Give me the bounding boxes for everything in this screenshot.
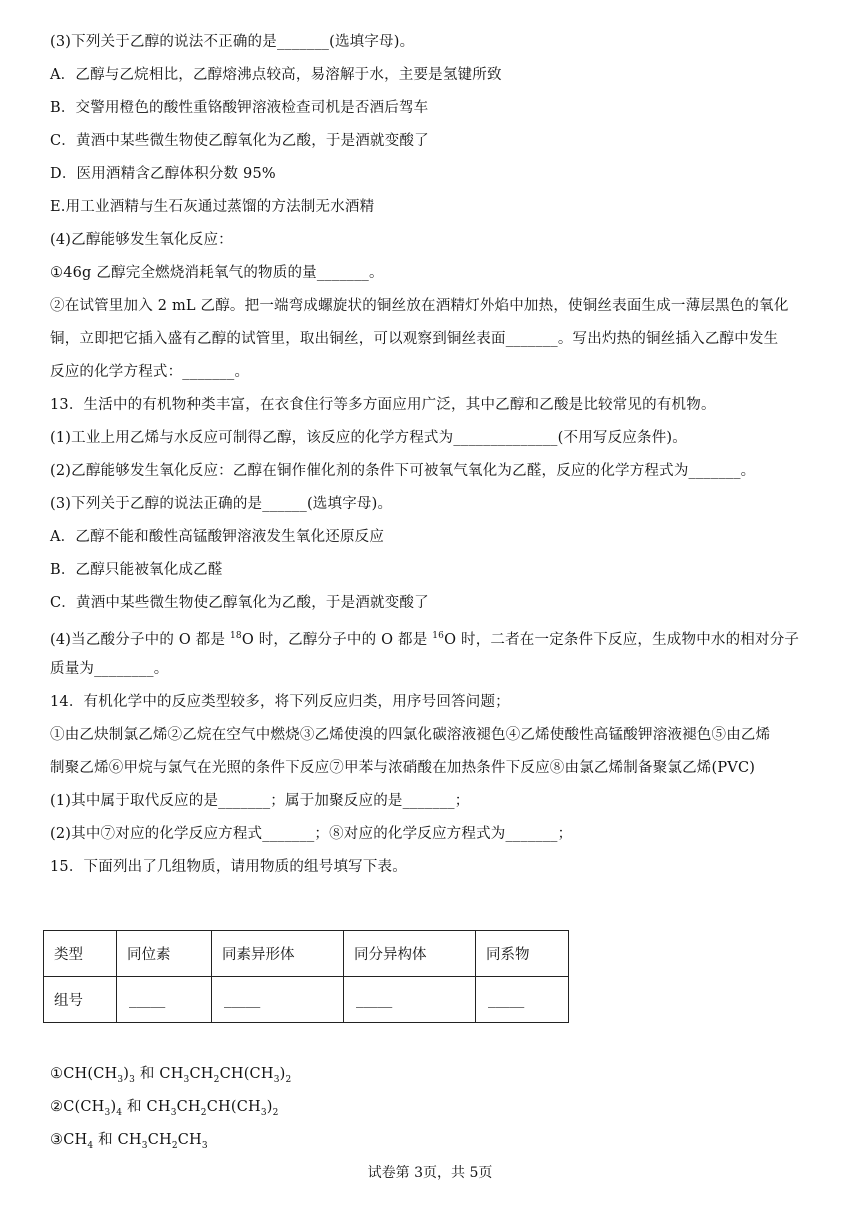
q13-3-stem: (3)下列关于乙醇的说法正确的是______(选填字母)。 <box>50 496 393 512</box>
answer-blank-isotope[interactable]: _____ <box>117 977 212 1023</box>
substance-group-2: $②C(CH_3)_4$ 和 $CH_3CH_2CH(CH_3)_2$ <box>50 1099 279 1118</box>
substance-group-1: $①CH(CH_3)_3$ 和 $CH_3CH_2CH(CH_3)_2$ <box>50 1066 292 1085</box>
q14-reactions-line1: ①由乙炔制氯乙烯②乙烷在空气中燃烧③乙烯使溴的四氯化碳溶液褪色④乙烯使酸性高锰酸钾溶液褪色⑤由乙烯 <box>50 727 771 743</box>
q12-3-option-d: D．医用酒精含乙醇体积分数 95% <box>50 166 276 182</box>
q13-4-line1: (4)当乙酸分子中的 O 都是 $^{18}$O 时，乙醇分子中的 O 都是 $^{16}$O 时，二者在一定条件下反应，生成物中水的相对分子 <box>50 631 800 648</box>
table-header-isotope: 同位素 <box>117 931 212 977</box>
answer-blank-homolog[interactable]: _____ <box>476 977 569 1023</box>
q12-3-option-c: C．黄酒中某些微生物使乙醇氧化为乙酸，于是酒就变酸了 <box>50 133 429 149</box>
q13-stem: 13．生活中的有机物种类丰富，在衣食住行等多方面应用广泛，其中乙醇和乙酸是比较常见的有机物。 <box>50 397 716 413</box>
q12-4-part2-line2: 铜，立即把它插入盛有乙醇的试管里，取出铜丝，可以观察到铜丝表面_______。写出灼热的铜丝插入乙醇中发生 <box>50 331 779 347</box>
q14-reactions-line2: 制聚乙烯⑥甲烷与氯气在光照的条件下反应⑦甲苯与浓硝酸在加热条件下反应⑧由氯乙烯制备聚氯乙烯(PVC) <box>50 760 756 776</box>
q15-stem: 15．下面列出了几组物质，请用物质的组号填写下表。 <box>50 859 407 875</box>
answer-table <box>43 930 569 1023</box>
substance-group-3: $③CH_4$ 和 $CH_3CH_2CH_3$ <box>50 1132 208 1151</box>
q12-4-part2-line1: ②在试管里加入 2 mL 乙醇。把一端弯成螺旋状的铜丝放在酒精灯外焰中加热，使铜丝表面生成一薄层黑色的氧化 <box>50 298 789 314</box>
q12-4-stem: (4)乙醇能够发生氧化反应： <box>50 232 233 248</box>
table-header-type: 类型 <box>44 931 117 977</box>
q13-3-option-b: B．乙醇只能被氧化成乙醛 <box>50 562 223 578</box>
q12-3-option-e: E.用工业酒精与生石灰通过蒸馏的方法制无水酒精 <box>50 199 375 215</box>
q13-3-option-c: C．黄酒中某些微生物使乙醇氧化为乙酸，于是酒就变酸了 <box>50 595 429 611</box>
q13-4-line2: 质量为________。 <box>50 661 169 677</box>
answer-blank-isomer[interactable]: _____ <box>344 977 476 1023</box>
q14-2: (2)其中⑦对应的化学反应方程式_______；⑧对应的化学反应方程式为_______； <box>50 826 573 842</box>
q14-1: (1)其中属于取代反应的是_______；属于加聚反应的是_______； <box>50 793 470 809</box>
q13-2: (2)乙醇能够发生氧化反应：乙醇在铜作催化剂的条件下可被氧气氧化为乙醛，反应的化学方程式为_______。 <box>50 463 756 479</box>
answer-blank-allotrope[interactable]: _____ <box>212 977 344 1023</box>
q12-3-option-b: B．交警用橙色的酸性重铬酸钾溶液检查司机是否酒后驾车 <box>50 100 429 116</box>
table-header-allotrope: 同素异形体 <box>212 931 344 977</box>
table-header-isomer: 同分异构体 <box>344 931 476 977</box>
q12-3-option-a: A．乙醇与乙烷相比，乙醇熔沸点较高，易溶解于水，主要是氢键所致 <box>50 67 502 83</box>
q13-1: (1)工业上用乙烯与水反应可制得乙醇，该反应的化学方程式为______________(不用写反应条件)。 <box>50 430 687 446</box>
table-row <box>44 977 569 1023</box>
table-header-homolog: 同系物 <box>476 931 569 977</box>
page-footer: 试卷第 3页，共 5页 <box>367 1165 493 1181</box>
table-row <box>44 931 569 977</box>
q12-4-part2-line3: 反应的化学方程式：_______。 <box>50 364 250 380</box>
q13-3-option-a: A．乙醇不能和酸性高锰酸钾溶液发生氧化还原反应 <box>50 529 385 545</box>
table-row-label: 组号 <box>44 977 117 1023</box>
q12-4-part1: ①46g 乙醇完全燃烧消耗氧气的物质的量_______。 <box>50 265 384 281</box>
q14-stem: 14．有机化学中的反应类型较多，将下列反应归类，用序号回答问题； <box>50 694 510 710</box>
q12-3-stem: (3)下列关于乙醇的说法不正确的是_______(选填字母)。 <box>50 34 415 50</box>
